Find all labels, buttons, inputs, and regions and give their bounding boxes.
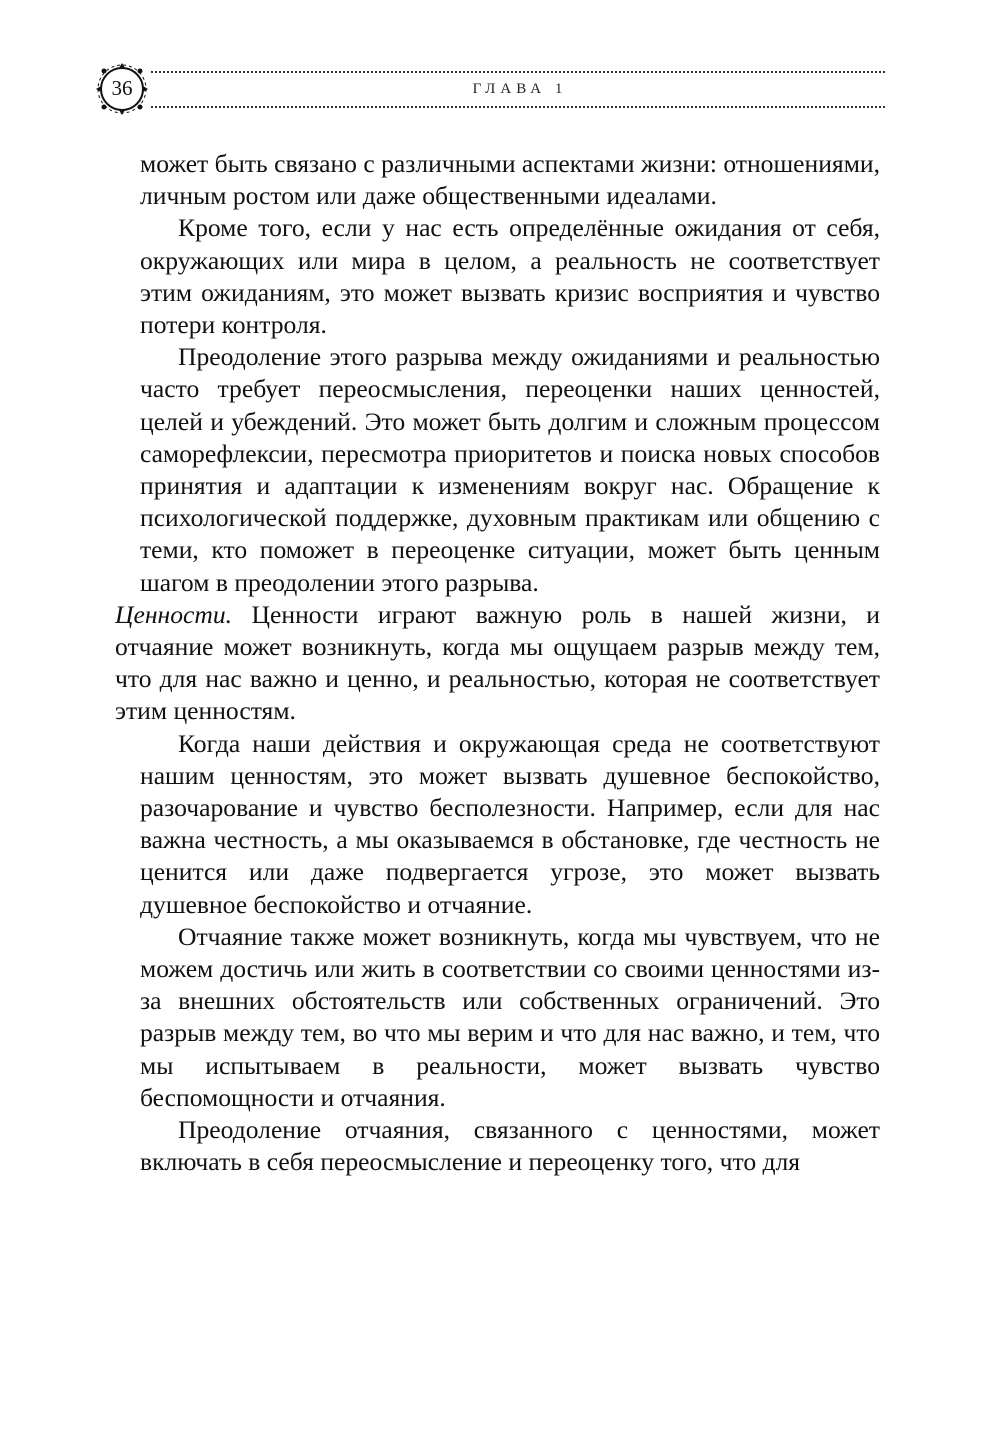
paragraph [140, 921, 880, 1114]
paragraph [140, 1114, 880, 1178]
paragraph-text: может быть связано с различными аспектами жизни: отношениями, личным ростом или даже общественными идеалами. [140, 149, 880, 211]
paragraph [140, 728, 880, 921]
term-paragraph [115, 599, 880, 728]
header-rule-bottom [151, 106, 885, 108]
paragraph-text: Преодоление отчаяния, связанного с ценностями, может включать в себя переосмысление и переоценку того, что для [140, 1115, 880, 1177]
paragraph-text: Отчаяние также может возникнуть, когда мы чувствуем, что не можем достичь или жить в соответствии со своими ценностями из-за внешних обстоятельств или собственных ограничений. Это разрыв между тем, во что мы верим и что для нас важно, и тем, что мы испытываем в реальности, может вызвать чувство беспомощности и отчаяния. [140, 921, 880, 1112]
page-body [115, 148, 880, 1179]
paragraph [140, 212, 880, 341]
paragraph-text: Когда наши действия и окружающая среда не соответствуют нашим ценностям, это может вызвать душевное беспокойство, разочарование и чувство бесполезности. Например, если для нас важна честность, а мы оказываемся в обстановке, где честность не ценится или даже подвергается угрозе, это может вызвать душевное беспокойство и отчаяние. [140, 728, 880, 919]
header-rule-top [151, 71, 885, 73]
page-number: 36 [111, 76, 133, 100]
page-number-badge [95, 62, 149, 116]
running-header [95, 62, 885, 120]
paragraph-text: Преодоление этого разрыва между ожиданиями и реальностью часто требует переосмысления, переоценки наших ценностей, целей и убеждений. Это может быть долгим и сложным процессом саморефлексии, пересмотра приоритетов и поиска новых способов принятия и адаптации к изменениям вокруг нас. Обращение к психологической поддержке, духовным практикам или общению с теми, кто поможет в переоценке ситуации, может быть ценным шагом в преодолении этого разрыва. [140, 342, 880, 597]
paragraph-text: Кроме того, если у нас есть определённые ожидания от себя, окружающих или мира в целом, а реальность не соответствует этим ожиданиям, это может вызвать кризис восприятия и чувство потери контроля. [140, 213, 880, 340]
chapter-title: ГЛАВА 1 [472, 81, 568, 97]
paragraph [140, 148, 880, 212]
term-heading: Ценности. [115, 599, 233, 629]
paragraph-text: Ценности играют важную роль в нашей жизни, и отчаяние может возникнуть, когда мы ощущаем разрыв между тем, что для нас важно и ценно, и реальностью, которая не соответствует этим ценностям. [115, 599, 880, 726]
paragraph [140, 341, 880, 599]
